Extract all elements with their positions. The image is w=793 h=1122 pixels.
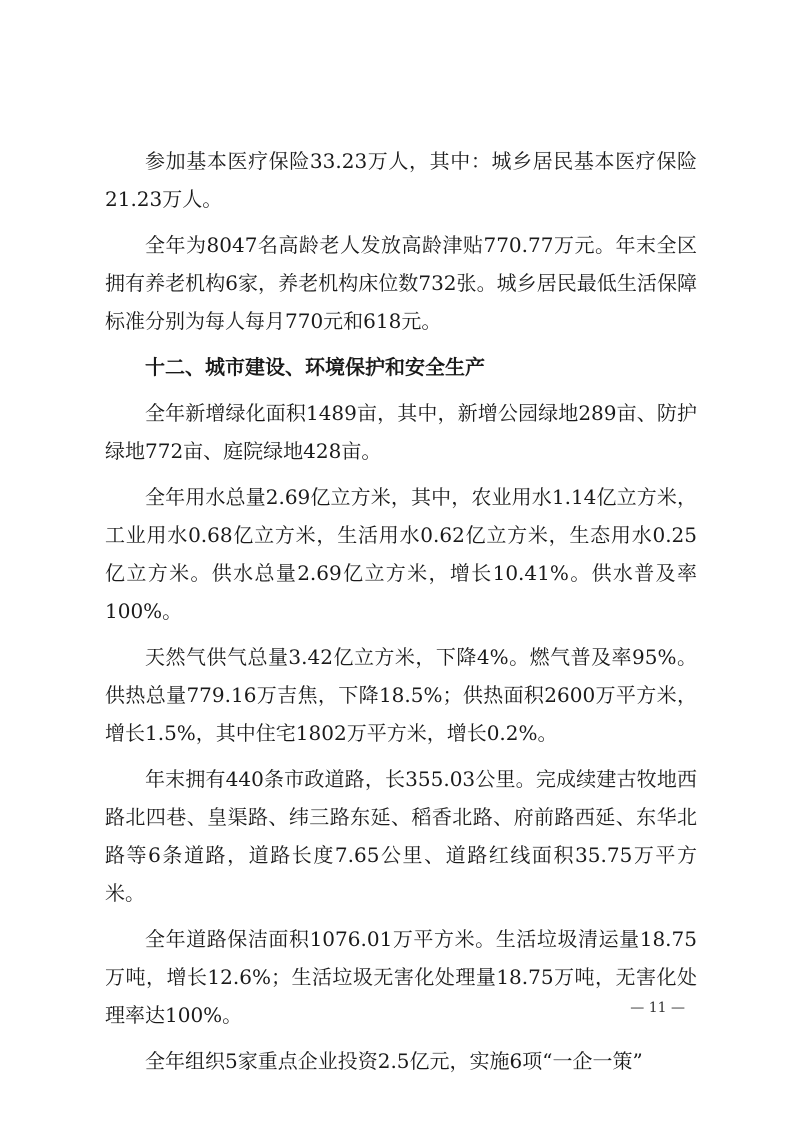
document-body	[105, 142, 697, 1088]
paragraph-elderly-care: 全年为8047名高龄老人发放高龄津贴770.77万元。年末全区拥有养老机构6家，养老机构床位数732张。城乡居民最低生活保障标准分别为每人每月770元和618元。	[105, 233, 697, 333]
paragraph-enterprise-investment: 全年组织5家重点企业投资2.5亿元，实施6项“一企一策”	[145, 1049, 643, 1073]
section-heading: 十二、城市建设、环境保护和安全生产	[145, 355, 485, 379]
paragraph-gas-heating: 天然气供气总量3.42亿立方米，下降4%。燃气普及率95%。供热总量779.16万吉焦，下降18.5%；供热面积2600万平方米，增长1.5%，其中住宅1802万平方米，增长0.2%。	[105, 645, 697, 745]
paragraph-cleaning-waste: 全年道路保洁面积1076.01万平方米。生活垃圾清运量18.75万吨，增长12.6%；生活垃圾无害化处理量18.75万吨，无害化处理率达100%。	[105, 927, 697, 1027]
paragraph-greening: 全年新增绿化面积1489亩，其中，新增公园绿地289亩、防护绿地772亩、庭院绿地428亩。	[105, 401, 697, 463]
paragraph-roads: 年末拥有440条市政道路，长355.03公里。完成续建古牧地西路北四巷、皇渠路、纬三路东延、稻香北路、府前路西延、东华北路等6条道路，道路长度7.65公里、道路红线面积35.75万平方米。	[105, 767, 697, 905]
page-number: — 11 —	[630, 1000, 685, 1016]
paragraph-medical-insurance: 参加基本医疗保险33.23万人，其中：城乡居民基本医疗保险21.23万人。	[105, 149, 697, 211]
paragraph-water-use: 全年用水总量2.69亿立方米，其中，农业用水1.14亿立方米，工业用水0.68亿立方米，生活用水0.62亿立方米，生态用水0.25亿立方米。供水总量2.69亿立方米，增长10.41%。供水普及率100%。	[105, 485, 697, 623]
